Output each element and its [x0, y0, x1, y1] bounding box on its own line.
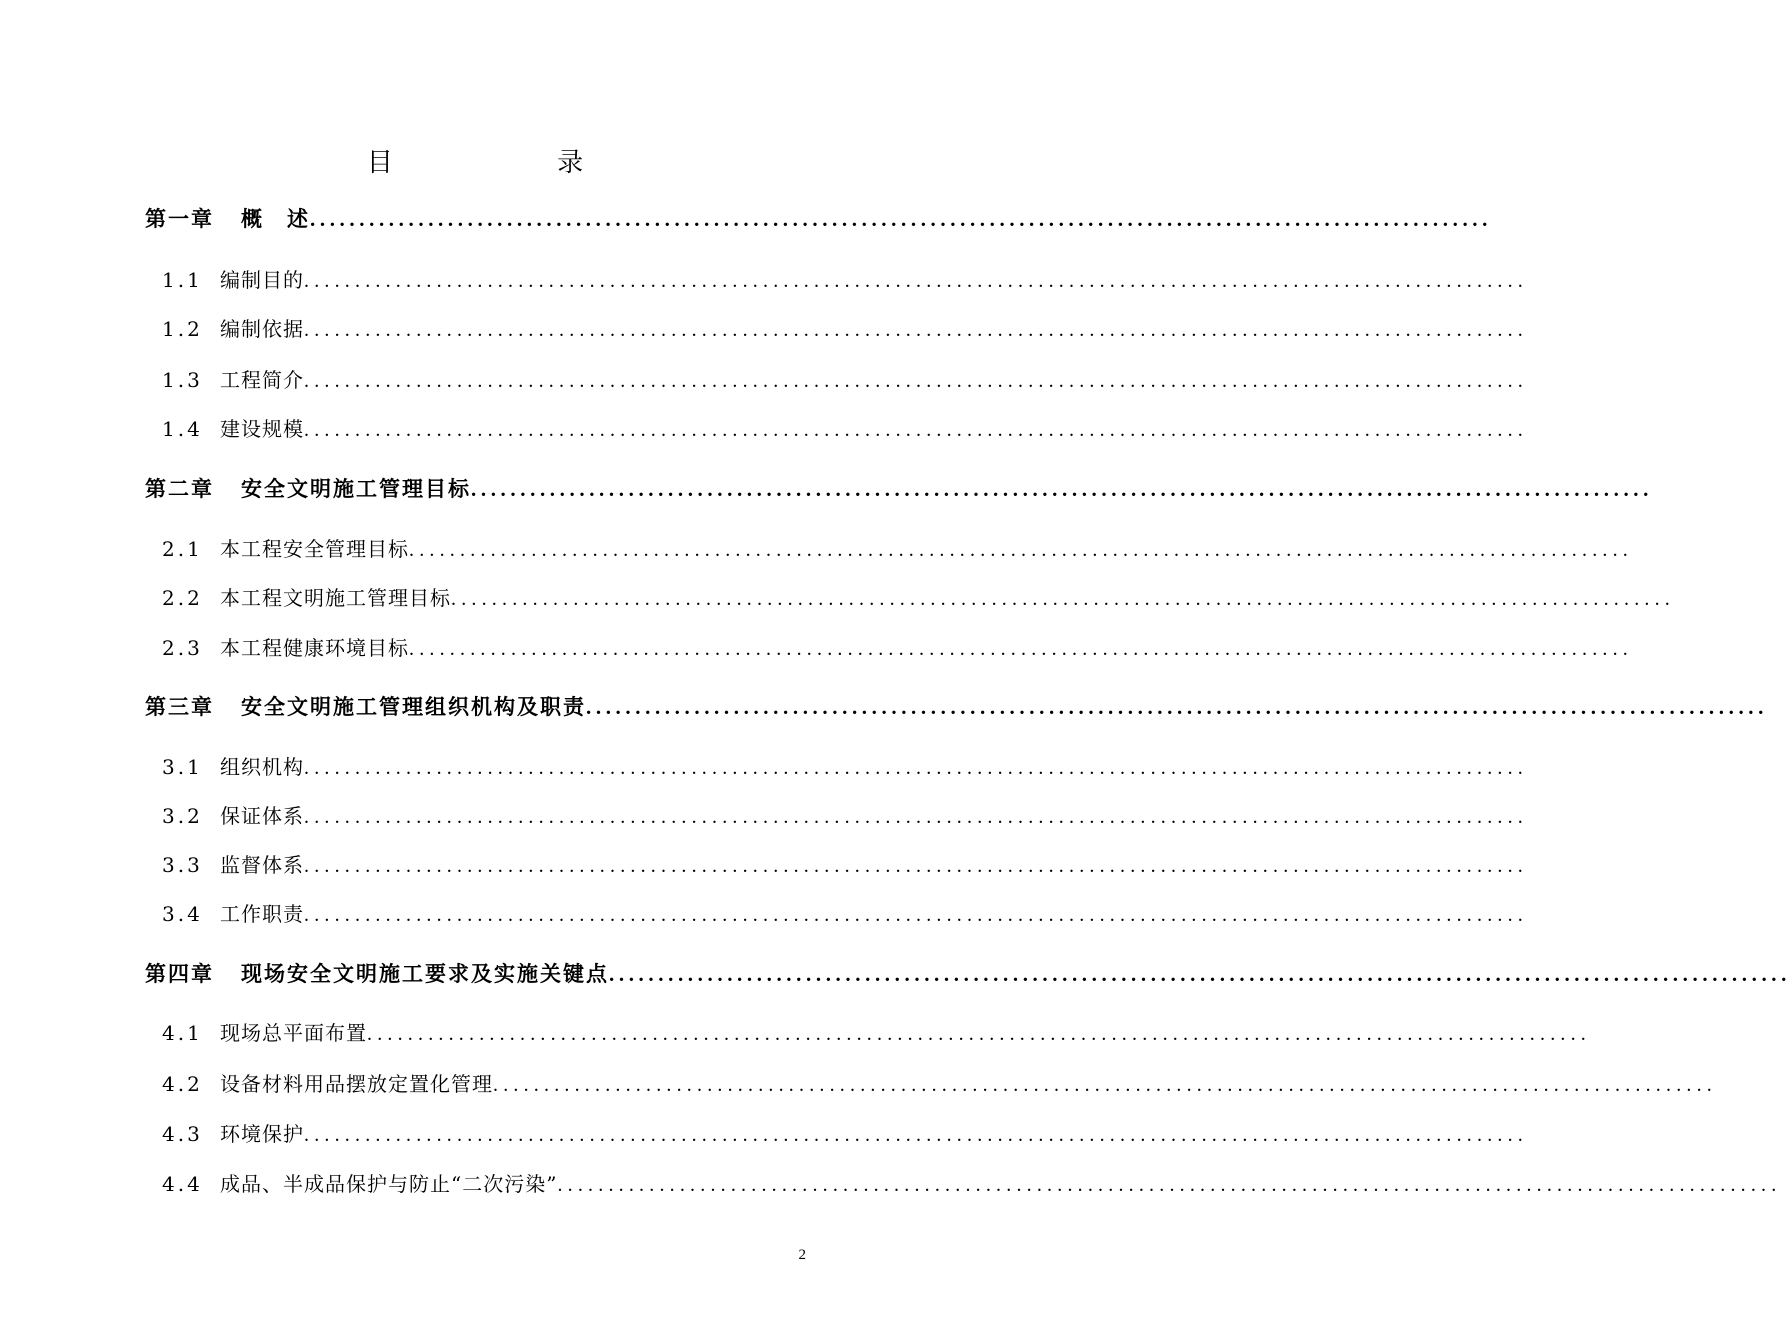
toc-entry-label: 监督体系: [220, 853, 304, 877]
toc-entry-number: 4.3: [162, 1122, 203, 1146]
toc-section-entry[interactable]: [145, 632, 1633, 664]
toc-entry-label: 安全文明施工管理目标: [241, 476, 471, 501]
toc-chapter-entry[interactable]: [145, 691, 1768, 723]
toc-dot-leader: ........................................................................................................................: [451, 588, 1675, 610]
toc-entry-label: 设备材料用品摆放定置化管理: [220, 1072, 493, 1096]
toc-chapter-entry[interactable]: [145, 203, 1492, 235]
toc-entry-number: 1.2: [162, 317, 203, 341]
toc-dot-leader: ........................................................................................................................: [304, 855, 1528, 877]
toc-section-entry[interactable]: [145, 264, 1528, 296]
toc-dot-leader: ........................................................................................................................: [609, 962, 1791, 986]
toc-entry-number: 1.3: [162, 368, 203, 392]
toc-entry-label: 编制依据: [220, 317, 304, 341]
toc-entry-label: 组织机构: [220, 755, 304, 779]
toc-dot-leader: ........................................................................................................................: [304, 757, 1528, 779]
toc-dot-leader: ........................................................................................................................: [409, 638, 1633, 660]
toc-entry-label: 环境保护: [220, 1122, 304, 1146]
toc-entry-number: 4.2: [162, 1072, 203, 1096]
toc-section-entry[interactable]: [145, 582, 1675, 614]
toc-entry-number: 3.4: [162, 902, 203, 926]
toc-entry-number: 1.1: [162, 268, 203, 292]
toc-section-entry[interactable]: [145, 800, 1528, 832]
toc-dot-leader: ........................................................................................................................: [310, 207, 1492, 231]
toc-dot-leader: ........................................................................................................................: [586, 695, 1768, 719]
toc-entry-label: 建设规模: [220, 417, 304, 441]
toc-entry-label: 本工程健康环境目标: [220, 636, 409, 660]
toc-entry-number: 4.4: [162, 1172, 203, 1196]
toc-section-entry[interactable]: [145, 413, 1528, 445]
toc-entry-label: 本工程文明施工管理目标: [220, 586, 451, 610]
toc-entry-number: 2.3: [162, 636, 203, 660]
toc-entry-number: 3.2: [162, 804, 203, 828]
toc-section-entry[interactable]: [145, 533, 1633, 565]
toc-entry-number: 第三章: [145, 694, 214, 719]
toc-entry-number: 第四章: [145, 961, 214, 986]
toc-entry-number: 1.4: [162, 417, 203, 441]
toc-entry-number: 2.1: [162, 537, 203, 561]
toc-section-entry[interactable]: [145, 751, 1528, 783]
toc-section-entry[interactable]: [145, 364, 1528, 396]
toc-chapter-entry[interactable]: [145, 473, 1653, 505]
toc-dot-leader: ........................................................................................................................: [493, 1074, 1717, 1096]
toc-entry-label: 编制目的: [220, 268, 304, 292]
toc-entry-label: 成品、半成品保护与防止“二次污染”: [220, 1172, 558, 1196]
toc-section-entry[interactable]: [145, 849, 1528, 881]
toc-entry-number: 第一章: [145, 206, 214, 231]
toc-entry-label: 工作职责: [220, 902, 304, 926]
toc-entry-number: 4.1: [162, 1021, 203, 1045]
toc-entry-label: 概 述: [241, 206, 310, 231]
toc-dot-leader: ........................................................................................................................: [557, 1174, 1782, 1196]
toc-dot-leader: ........................................................................................................................: [304, 370, 1528, 392]
toc-section-entry[interactable]: [145, 898, 1528, 930]
toc-chapter-entry[interactable]: [145, 958, 1791, 990]
toc-section-entry[interactable]: [145, 1168, 1782, 1200]
toc-entry-label: 工程简介: [220, 368, 304, 392]
toc-entry-number: 3.3: [162, 853, 203, 877]
toc-section-entry[interactable]: [145, 1017, 1591, 1049]
toc-dot-leader: ........................................................................................................................: [471, 477, 1653, 501]
toc-entry-number: 3.1: [162, 755, 203, 779]
toc-dot-leader: ........................................................................................................................: [304, 1124, 1528, 1146]
toc-entry-label: 保证体系: [220, 804, 304, 828]
toc-entry-label: 安全文明施工管理组织机构及职责: [241, 694, 586, 719]
toc-entry-number: 2.2: [162, 586, 203, 610]
toc-entry-label: 现场总平面布置: [220, 1021, 367, 1045]
page-number: 2: [798, 1247, 806, 1263]
toc-section-entry[interactable]: [145, 1118, 1528, 1150]
toc-dot-leader: ........................................................................................................................: [304, 419, 1528, 441]
toc-title: 目 录: [366, 148, 662, 178]
toc-dot-leader: ........................................................................................................................: [304, 806, 1528, 828]
toc-entry-number: 第二章: [145, 476, 214, 501]
toc-entry-label: 现场安全文明施工要求及实施关键点: [241, 961, 609, 986]
toc-section-entry[interactable]: [145, 1068, 1717, 1100]
toc-dot-leader: ........................................................................................................................: [304, 319, 1528, 341]
toc-entry-label: 本工程安全管理目标: [220, 537, 409, 561]
toc-dot-leader: ........................................................................................................................: [409, 539, 1633, 561]
toc-dot-leader: ........................................................................................................................: [304, 904, 1528, 926]
toc-section-entry[interactable]: [145, 313, 1528, 345]
toc-dot-leader: ........................................................................................................................: [367, 1023, 1591, 1045]
toc-dot-leader: ........................................................................................................................: [304, 270, 1528, 292]
